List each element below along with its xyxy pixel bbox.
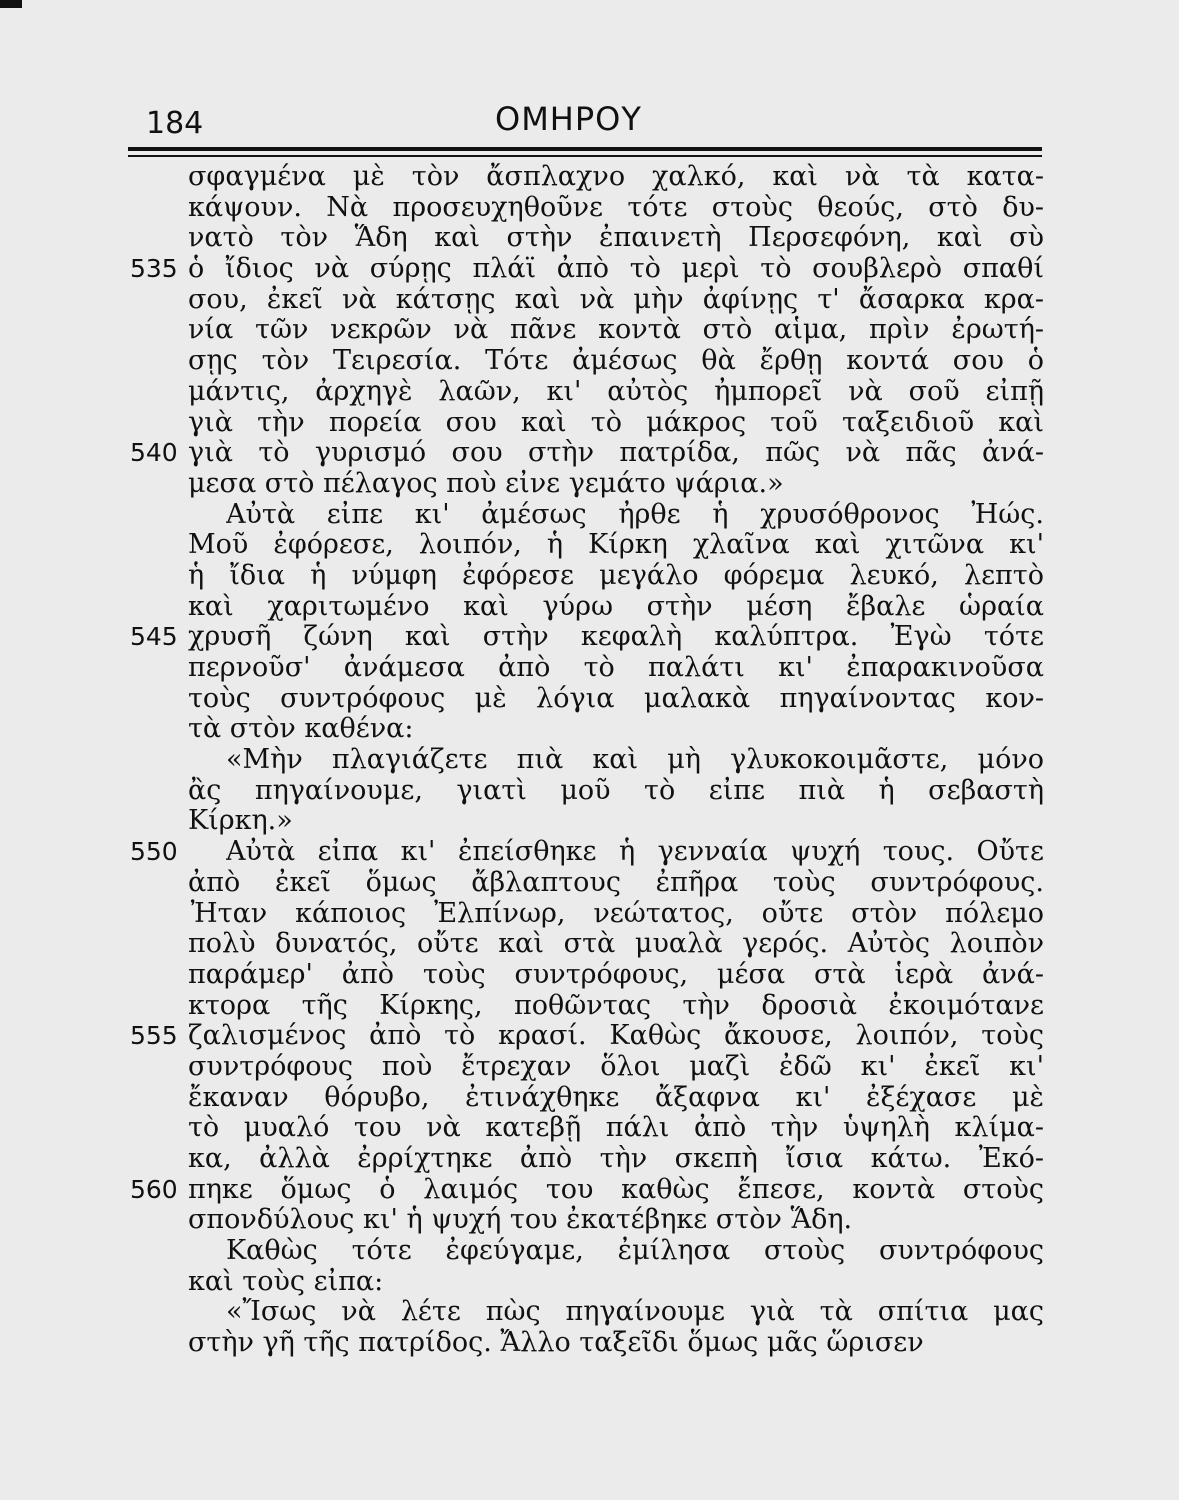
line-text: καὶ χαριτωμένο καὶ γύρω στὴν μέση ἔβαλε ὡραία [188, 591, 1044, 622]
line-text: χρυσῆ ζώνη καὶ στὴν κεφαλὴ καλύπτρα. Ἐγὼ τότε [188, 622, 1044, 653]
line-text: πολὺ δυνατός, οὔτε καὶ στὰ μυαλὰ γερός. Αὐτὸς λοιπὸν [188, 929, 1044, 960]
running-title: ΟΜΗΡΟΥ [495, 100, 642, 138]
line-number: 550 [130, 837, 178, 867]
line-text: τοὺς συντρόφους μὲ λόγια μαλακὰ πηγαίνοντας κον- [188, 683, 1044, 714]
text-line [130, 162, 1050, 193]
line-text: ἡ ἴδια ἡ νύμφη ἐφόρεσε μεγάλο φόρεμα λευκό, λεπτὸ [188, 560, 1044, 591]
line-text: κτορα τῆς Κίρκης, ποθῶντας τὴν δροσιὰ ἐκοιμότανε [188, 990, 1044, 1021]
line-text: σπονδύλους κι' ἡ ψυχή του ἐκατέβηκε στὸν Ἅδη. [188, 1205, 853, 1236]
text-line [130, 929, 1050, 960]
line-text: σῃς τὸν Τειρεσία. Τότε ἀμέσως θὰ ἔρθῃ κοντά σου ὁ [188, 346, 1044, 377]
line-text: ὁ ἴδιος νὰ σύρῃς πλάϊ ἀπὸ τὸ μερὶ τὸ σουβλερὸ σπαθί [188, 254, 1044, 285]
line-text: στὴν γῆ τῆς πατρίδος. Ἄλλο ταξεῖδι ὅμως μᾶς ὥρισεν [188, 1328, 924, 1359]
text-line [130, 714, 1050, 745]
line-text: μεσα στὸ πέλαγος ποὺ εἶνε γεμάτο ψάρια.» [188, 468, 784, 499]
line-text: συντρόφους ποὺ ἔτρεχαν ὅλοι μαζὶ ἐδῶ κι' ἐκεῖ κι' [188, 1051, 1044, 1082]
text-line [130, 561, 1050, 592]
text-line [130, 438, 1050, 469]
line-text: ἂς πηγαίνουμε, γιατὶ μοῦ τὸ εἶπε πιὰ ἡ σεβαστὴ [188, 775, 1044, 806]
text-line [130, 745, 1050, 776]
line-text: Ἦταν κάποιος Ἐλπίνωρ, νεώτατος, οὔτε στὸν πόλεμο [188, 898, 1044, 929]
line-text: καὶ τοὺς εἶπα: [188, 1266, 384, 1297]
line-text: ἔκαναν θόρυβο, ἐτινάχθηκε ἄξαφνα κι' ἐξέχασε μὲ [188, 1082, 1044, 1113]
text-line [130, 1175, 1050, 1206]
text-line [130, 193, 1050, 224]
text-line [130, 469, 1050, 500]
text-line [130, 684, 1050, 715]
text-line [130, 285, 1050, 316]
text-line [130, 223, 1050, 254]
text-line [130, 1205, 1050, 1236]
line-text: πηκε ὅμως ὁ λαιμός του καθὼς ἔπεσε, κοντὰ στοὺς [188, 1174, 1044, 1205]
text-line [130, 868, 1050, 899]
header-rule-thin [128, 155, 1042, 157]
page-header [140, 92, 1040, 142]
line-text: σου, ἐκεῖ νὰ κάτσῃς καὶ νὰ μὴν ἀφίνῃς τ' ἄσαρκα κρα- [188, 284, 1044, 315]
text-line [130, 1113, 1050, 1144]
text-line [130, 806, 1050, 837]
text-line [130, 408, 1050, 439]
text-line [130, 1021, 1050, 1052]
text-line [130, 899, 1050, 930]
text-line [130, 653, 1050, 684]
scan-edge-mark [0, 0, 22, 8]
text-line [130, 991, 1050, 1022]
line-text: κάψουν. Νὰ προσευχηθοῦνε τότε στοὺς θεούς, στὸ δυ- [188, 192, 1044, 223]
line-number: 540 [130, 438, 178, 468]
line-text: ἀπὸ ἐκεῖ ὅμως ἄβλαπτους ἐπῆρα τοὺς συντρόφους. [188, 867, 1044, 898]
text-line [130, 837, 1050, 868]
line-text: σφαγμένα μὲ τὸν ἄσπλαχνο χαλκό, καὶ νὰ τὰ κατα- [188, 162, 1044, 192]
line-number: 560 [130, 1174, 178, 1204]
line-text: τὸ μυαλό του νὰ κατεβῇ πάλι ἀπὸ τὴν ὑψηλὴ κλίμα- [188, 1113, 1044, 1144]
text-line [130, 1144, 1050, 1175]
line-text: Αὐτὰ εἶπε κι' ἀμέσως ἦρθε ἡ χρυσόθρονος Ἠώς. [226, 499, 1044, 530]
line-text: γιὰ τὸ γυρισμό σου στὴν πατρίδα, πῶς νὰ πᾶς ἀνά- [188, 438, 1044, 469]
line-number: 535 [130, 254, 178, 284]
line-number: 545 [130, 622, 178, 652]
text-line [130, 346, 1050, 377]
line-text: κα, ἀλλὰ ἐρρίχτηκε ἀπὸ τὴν σκεπὴ ἴσια κάτω. Ἐκό- [188, 1144, 1044, 1174]
text-line [130, 1236, 1050, 1267]
text-line [130, 500, 1050, 531]
line-text: γιὰ τὴν πορεία σου καὶ τὸ μάκρος τοῦ ταξειδιοῦ καὶ [188, 407, 1044, 438]
text-line [130, 960, 1050, 991]
line-text: μάντις, ἀρχηγὲ λαῶν, κι' αὐτὸς ἠμπορεῖ νὰ σοῦ εἰπῇ [188, 376, 1044, 407]
line-text: «Ἴσως νὰ λέτε πὼς πηγαίνουμε γιὰ τὰ σπίτια μας [226, 1297, 1044, 1328]
text-line [130, 1328, 1050, 1359]
text-line [130, 776, 1050, 807]
line-text: παράμερ' ἀπὸ τοὺς συντρόφους, μέσα στὰ ἱερὰ ἀνά- [188, 959, 1044, 990]
line-text: Μοῦ ἐφόρεσε, λοιπόν, ἡ Κίρκη χλαῖνα καὶ χιτῶνα κι' [188, 530, 1044, 561]
line-text: Κίρκη.» [188, 806, 293, 837]
line-text: Καθὼς τότε ἐφεύγαμε, ἐμίλησα στοὺς συντρόφους [226, 1236, 1044, 1267]
text-line [130, 592, 1050, 623]
line-text: «Μὴν πλαγιάζετε πιὰ καὶ μὴ γλυκοκοιμᾶστε, μόνο [226, 745, 1044, 776]
page-number: 184 [146, 106, 204, 141]
body-text [130, 162, 1050, 1359]
line-text: Αὐτὰ εἶπα κι' ἐπείσθηκε ἡ γενναία ψυχή τους. Οὔτε [226, 837, 1044, 868]
line-text: τὰ στὸν καθένα: [188, 714, 414, 745]
line-text: νία τῶν νεκρῶν νὰ πᾶνε κοντὰ στὸ αἷμα, πρὶν ἐρωτή- [188, 315, 1044, 346]
line-text: περνοῦσ' ἀνάμεσα ἀπὸ τὸ παλάτι κι' ἐπαρακινοῦσα [188, 653, 1044, 683]
text-line [130, 315, 1050, 346]
text-line [130, 622, 1050, 653]
text-line [130, 254, 1050, 285]
text-line [130, 1267, 1050, 1298]
line-number: 555 [130, 1021, 178, 1051]
text-line [130, 1052, 1050, 1083]
text-line [130, 1297, 1050, 1328]
line-text: νατὸ τὸν Ἅδη καὶ στὴν ἐπαινετὴ Περσεφόνη, καὶ σὺ [188, 223, 1044, 254]
text-line [130, 377, 1050, 408]
line-text: ζαλισμένος ἀπὸ τὸ κρασί. Καθὼς ἄκουσε, λοιπόν, τοὺς [188, 1021, 1044, 1052]
text-line [130, 530, 1050, 561]
header-rule-thick [128, 147, 1042, 151]
text-line [130, 1083, 1050, 1114]
